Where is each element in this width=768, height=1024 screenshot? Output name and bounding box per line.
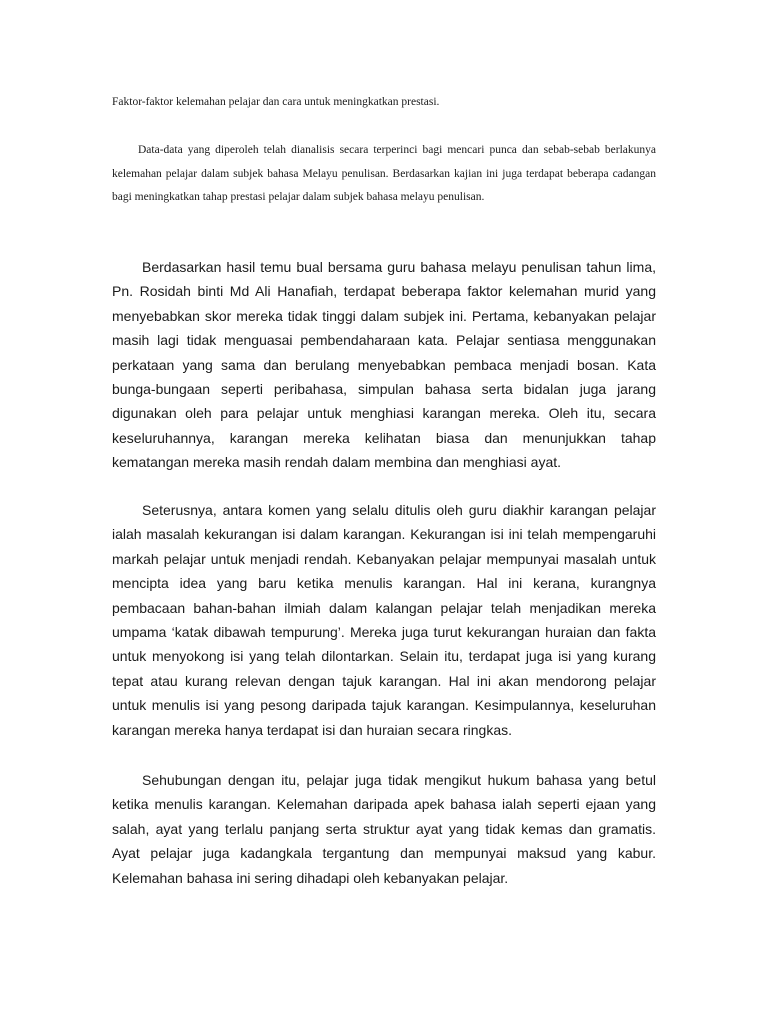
intro-paragraph: Data-data yang diperoleh telah dianalisis secara terperinci bagi mencari punca dan sebab-sebab berlakunya kelemahan pelajar dalam subjek bahasa Melayu penulisan. Berdasarkan kajian ini juga terdapat beberapa cadangan bagi meningkatkan tahap prestasi pelajar dalam subjek bahasa melayu penulisan. [112, 144, 656, 204]
body-paragraph-1: Berdasarkan hasil temu bual bersama guru bahasa melayu penulisan tahun lima, Pn. Rosidah binti Md Ali Hanafiah, terdapat beberapa faktor kelemahan murid yang menyebabkan skor mereka tidak tinggi dalam subjek ini. Pertama, kebanyakan pelajar masih lagi tidak menguasai pembendaharaan kata. Pelajar sentiasa menggunakan perkataan yang sama dan berulang menyebabkan pembaca menjadi bosan. Kata bunga-bungaan seperti peribahasa, simpulan bahasa serta bidalan juga jarang digunakan oleh para pelajar untuk menghiasi karangan mereka. Oleh itu, secara keseluruhannya, karangan mereka kelihatan biasa dan menunjukkan tahap kematangan mereka masih rendah dalam membina dan menghiasi ayat. [112, 259, 656, 471]
body-paragraph-3: Sehubungan dengan itu, pelajar juga tidak mengikut hukum bahasa yang betul ketika menulis karangan. Kelemahan daripada apek bahasa ialah seperti ejaan yang salah, ayat yang terlalu panjang serta struktur ayat yang tidak kemas dan gramatis. Ayat pelajar juga kadangkala tergantung dan mempunyai maksud yang kabur. Kelemahan bahasa ini sering dihadapi oleh kebanyakan pelajar. [112, 772, 656, 886]
body-paragraph-2: Seterusnya, antara komen yang selalu ditulis oleh guru diakhir karangan pelajar ialah masalah kekurangan isi dalam karangan. Kekurangan isi ini telah mempengaruhi markah pelajar untuk menjadi rendah. Kebanyakan pelajar mempunyai masalah untuk mencipta idea yang baru ketika menulis karangan. Hal ini kerana, kurangnya pembacaan bahan-bahan ilmiah dalam kalangan pelajar telah menjadikan mereka umpama ‘katak dibawah tempurung’. Mereka juga turut kekurangan huraian dan fakta untuk menyokong isi yang telah dilontarkan. Selain itu, terdapat juga isi yang kurang tepat atau kurang relevan dengan tajuk karangan. Hal ini akan mendorong pelajar untuk menulis isi yang pesong daripada tajuk karangan. Kesimpulannya, keseluruhan karangan mereka hanya terdapat isi dan huraian secara ringkas. [112, 502, 656, 738]
document-title: Faktor-faktor kelemahan pelajar dan cara untuk meningkatkan prestasi. [112, 96, 440, 108]
